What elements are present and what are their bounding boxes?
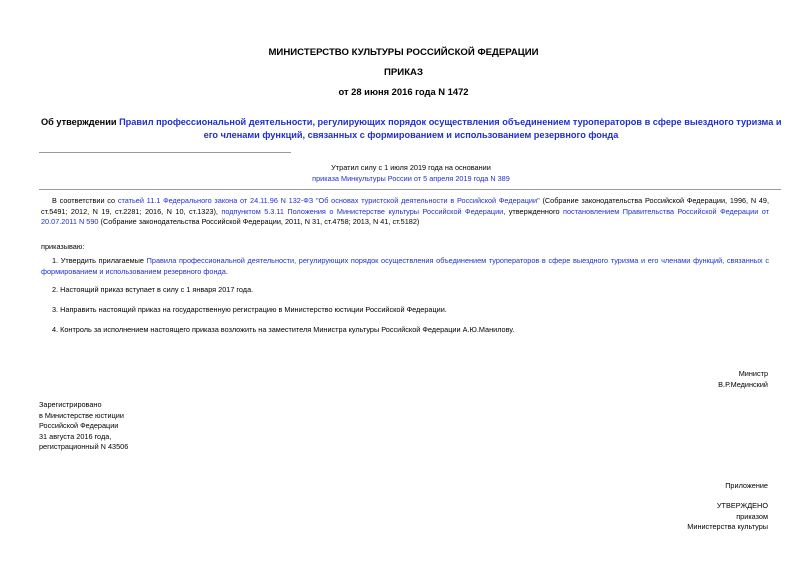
document-title — [41, 116, 781, 141]
title-link-line2[interactable]: его членами функций, связанных с формированием и использованием резервного фонда — [203, 129, 619, 140]
approved-label: УТВЕРЖДЕНО — [716, 501, 768, 510]
signature-block — [718, 369, 768, 390]
separator-line-full — [39, 189, 781, 190]
preamble-text-3: , утвержденного — [503, 206, 564, 216]
order-item-4: 4. Контроль за исполнением настоящего приказа возложить на заместителя Министра культуры Российской Федерации А.Ю.Манилову. — [52, 325, 515, 334]
item-1-suffix: . — [225, 266, 228, 276]
federal-law-link[interactable]: статьей 11.1 Федерального закона от 24.11.96 N 132-ФЗ "Об основах туристской деятельности в Российской Федерации" — [117, 196, 540, 205]
appendix-label: Приложение — [725, 481, 768, 490]
order-item-2: 2. Настоящий приказ вступает в силу с 1 января 2017 года. — [52, 285, 254, 294]
ministry-heading: МИНИСТЕРСТВО КУЛЬТУРЫ РОССИЙСКОЙ ФЕДЕРАЦИИ — [268, 47, 539, 58]
order-word: приказываю: — [41, 242, 85, 251]
registration-block — [39, 400, 128, 453]
approval-block — [687, 501, 768, 533]
ministry-regulation-link[interactable]: подпунктом 5.3.11 Положения о Министерстве культуры Российской Федерации — [221, 206, 504, 216]
separator-line-short — [39, 152, 291, 153]
preamble-text-4: (Собрание законодательства Российской Федерации, 2011, N 31, ст.4758; 2013, N 41, ст.5182) — [98, 217, 420, 227]
order-item-1 — [41, 256, 769, 277]
status-block — [41, 163, 781, 184]
registration-line-5: регистрационный N 43506 — [39, 442, 129, 452]
registration-line-2: в Министерстве юстиции — [39, 410, 124, 420]
status-line: Утратил силу с 1 июля 2019 года на основании — [331, 163, 491, 172]
doc-type-heading: ПРИКАЗ — [384, 67, 423, 78]
signature-position: Министр — [738, 369, 768, 378]
government-decree-link[interactable]: постановлением Правительства Российской Федерации от 20.07.2011 N 590 — [41, 206, 770, 227]
registration-line-1: Зарегистрировано — [39, 400, 102, 409]
approved-by-order: приказом — [736, 511, 768, 521]
registration-line-3: Российской Федерации — [39, 421, 119, 431]
title-link-line1[interactable]: Правил профессиональной деятельности, регулирующих порядок осуществления объединением туроператоров в сфере выездного туризма и — [119, 117, 782, 127]
rules-link[interactable]: Правила профессиональной деятельности, регулирующих порядок осуществления объединением туроператоров в сфере выездного туризма и его членами функций, связанных с формированием и использованием резервного фонда — [41, 256, 769, 276]
preamble-paragraph — [41, 196, 769, 228]
preamble-text-1: В соответствии со — [52, 196, 118, 205]
order-item-3: 3. Направить настоящий приказ на государственную регистрацию в Министерство юстиции Российской Федерации. — [52, 305, 447, 314]
registration-line-4: 31 августа 2016 года, — [39, 431, 112, 441]
preamble-text-2: (Собрание законодательства Российской Федерации, 1996, N 49, ст.5491; 2012, N 19, ст.2281; 2016, N 10, ст.1323), — [41, 196, 770, 216]
doc-date-heading: от 28 июня 2016 года N 1472 — [338, 86, 469, 97]
signature-name: В.Р.Мединский — [718, 379, 768, 389]
item-1-prefix: 1. Утвердить прилагаемые — [52, 256, 147, 265]
status-repeal-link[interactable]: приказа Минкультуры России от 5 апреля 2019 года N 389 — [312, 173, 510, 183]
approved-ministry: Министерства культуры — [687, 522, 768, 532]
title-prefix: Об утверждении — [41, 117, 120, 127]
